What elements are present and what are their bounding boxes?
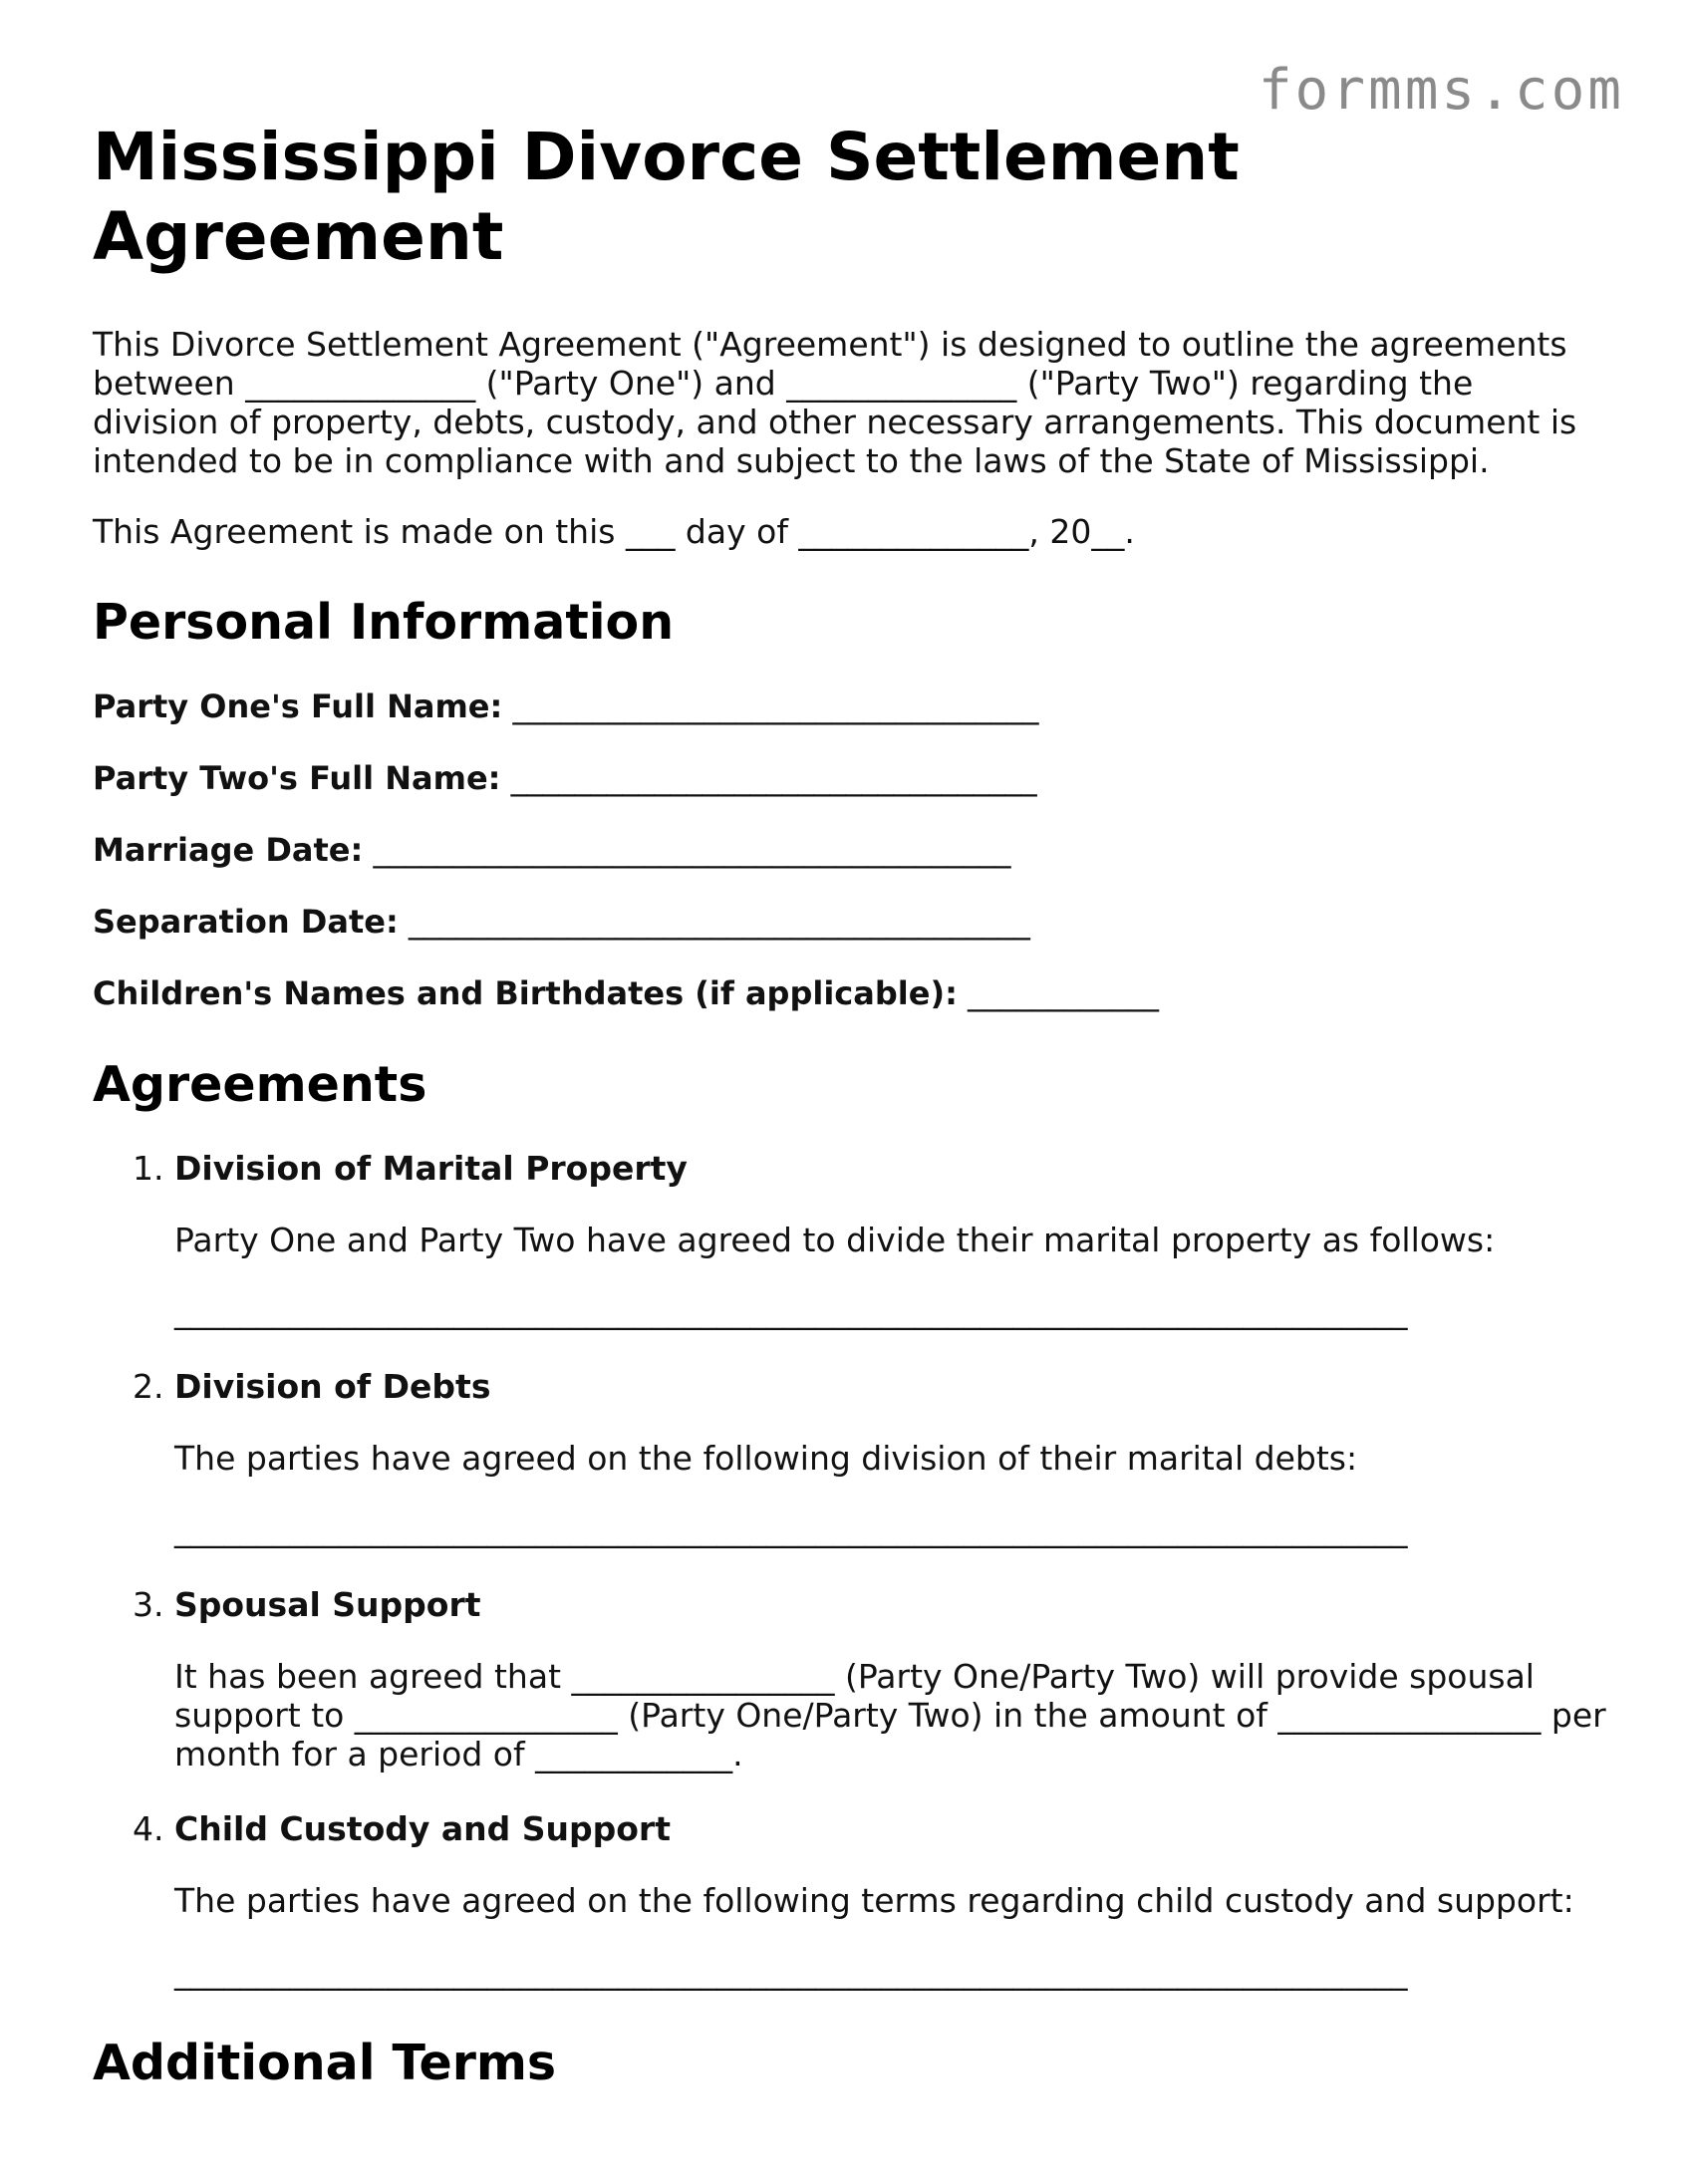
document — [93, 118, 1607, 2127]
fill-blank: _______________________________________ — [408, 903, 1030, 941]
field-label: Party Two's Full Name: — [93, 759, 501, 797]
agreements-heading: Agreements — [93, 1056, 427, 1113]
item-number: 1. — [133, 1149, 164, 1188]
fill-blank: ___________________________________________________________________________ — [174, 1509, 1408, 1548]
item-number: 2. — [133, 1367, 164, 1406]
agreement-date-line: This Agreement is made on this ___ day of ______________, 20__. — [93, 512, 1135, 551]
fill-blank: ________________________________________ — [373, 831, 1011, 869]
children-field — [93, 973, 1607, 1013]
additional-terms-heading: Additional Terms — [93, 2035, 557, 2091]
item-text: Party One and Party Two have agreed to divide their marital property as follows: — [174, 1221, 1496, 1259]
separation-date-field — [93, 902, 1607, 942]
fill-blank: ____________ — [968, 974, 1160, 1012]
intro-paragraph: This Divorce Settlement Agreement ("Agreement") is designed to outline the agreements between ______________ ("Party One") and ______________ ("Party Two") regarding the division of property, debts, custody, and other necessary arrangements. This document is intended to be in compliance with and subject to the laws of the State of Mississippi. — [93, 325, 1577, 480]
list-item — [93, 1585, 1607, 1774]
list-item — [93, 1809, 1607, 1992]
list-item — [93, 1367, 1607, 1549]
party-two-name-field — [93, 758, 1607, 798]
fill-blank: ___________________________________________________________________________ — [174, 1952, 1408, 1991]
document-title: Mississippi Divorce Settlement Agreement — [93, 119, 1240, 275]
item-title: Spousal Support — [174, 1585, 481, 1624]
list-item — [93, 1149, 1607, 1331]
item-text: The parties have agreed on the following division of their marital debts: — [174, 1439, 1358, 1478]
fill-blank: _________________________________ — [512, 687, 1039, 725]
party-one-name-field — [93, 686, 1607, 726]
item-number: 4. — [133, 1809, 164, 1848]
marriage-date-field — [93, 830, 1607, 870]
fill-blank: ___________________________________________________________________________ — [174, 1291, 1408, 1330]
item-title: Child Custody and Support — [174, 1809, 671, 1848]
fill-blank: _________________________________ — [510, 759, 1037, 797]
item-title: Division of Marital Property — [174, 1149, 688, 1188]
item-title: Division of Debts — [174, 1367, 491, 1406]
field-label: Party One's Full Name: — [93, 687, 503, 725]
item-text: It has been agreed that ________________ (Party One/Party Two) will provide spousal support to ________________ (Party One/Party Two) in the amount of ________________ per month for a period of ____________. — [174, 1657, 1606, 1774]
field-label: Separation Date: — [93, 903, 399, 941]
item-number: 3. — [133, 1585, 164, 1624]
item-text: The parties have agreed on the following terms regarding child custody and support: — [174, 1881, 1574, 1920]
agreements-list — [93, 1149, 1607, 1992]
personal-information-heading: Personal Information — [93, 594, 675, 651]
field-label: Children's Names and Birthdates (if applicable): — [93, 974, 958, 1012]
field-label: Marriage Date: — [93, 831, 364, 869]
watermark: formms.com — [1258, 58, 1624, 123]
